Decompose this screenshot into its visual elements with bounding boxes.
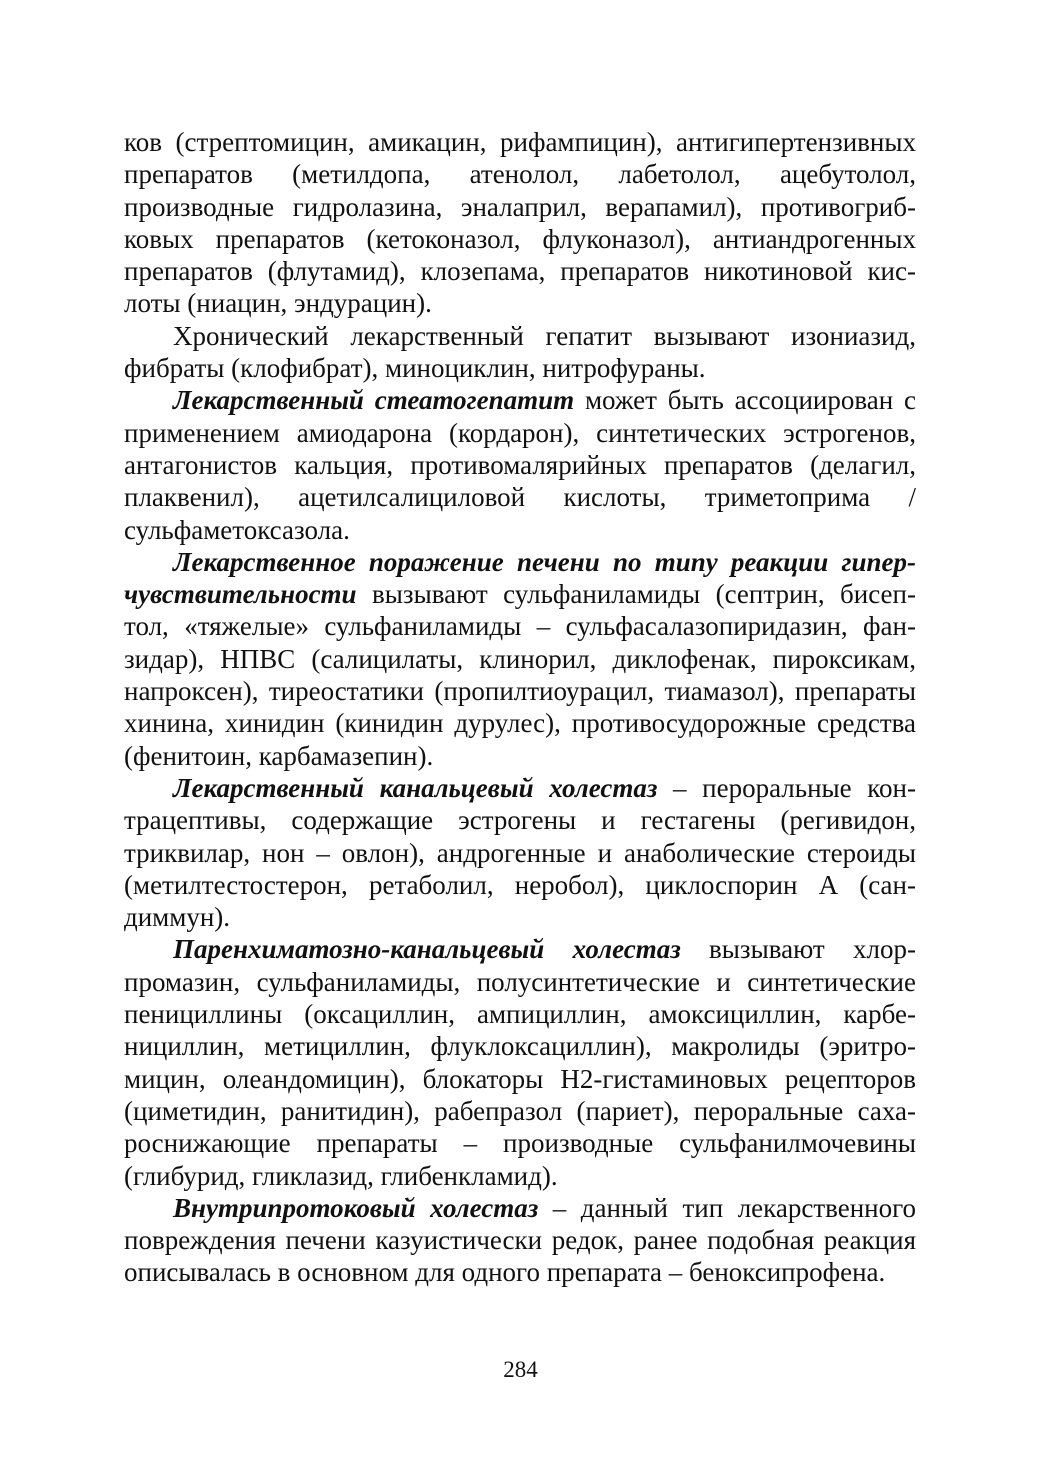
page-body — [124, 126, 916, 1289]
paragraph-text: ков (стрептомицин, амикацин, рифампицин), антигипертензивных препаратов (метилдопа, атенолол, лабетолол, ацебутолол, производные гидролазина, эналаприл, верапамил), противогрибковых препаратов (кетоконазол, флуконазол), антиандрогенных препаратов (флутамид), клозепама, препаратов никотиновой кислоты (ниацин, эндурацин). — [124, 127, 916, 319]
paragraph-intraductal-cholestasis — [124, 1192, 916, 1289]
paragraph-text: – данный тип лекарственного повреждения печени казуистически редок, ранее подобная реакция описывалась в основном для одного препарата – беноксипрофена. — [124, 1192, 916, 1288]
paragraph-parenchymal-cholestasis — [124, 933, 916, 1191]
term-heading: Паренхиматозно-канальцевый холестаз — [173, 934, 681, 965]
paragraph-text: может быть ассоциирован с применением амиодарона (кордарон), синтетических эстрогенов, антагонистов кальция, противомалярийных препаратов (делагил, плаквенил), ацетилсалициловой кислоты, триметоприма / сульфаметоксазола. — [124, 385, 916, 545]
paragraph-hypersensitivity — [124, 546, 916, 772]
paragraph-steatohepatitis — [124, 384, 916, 545]
paragraph-text: вызывают сульфаниламиды (септрин, бисептол, «тяжелые» сульфаниламиды – сульфасалазопиридазин, фанзидар), НПВС (салицилаты, клинорил, диклофенак, пироксикам, напроксен), тиреостатики (пропилтиоурацил, тиамазол), препараты хинина, хинидин (кинидин дурулес), противосудорожные средства (фенитоин, карбамазепин). — [124, 579, 916, 771]
paragraph-text: вызывают хлорпромазин, сульфаниламиды, полусинтетические и синтетические пенициллины (оксациллин, ампициллин, амоксициллин, карбенициллин, метициллин, флуклоксациллин), макролиды (эритромицин, олеандомицин), блокаторы Н2-гистаминовых рецепторов (циметидин, ранитидин), рабепразол (париет), пероральные сахароснижающие препараты – производные сульфанилмочевины (глибурид, гликлазид, глибенкламид). — [124, 934, 916, 1191]
paragraph-canalicular-cholestasis — [124, 772, 916, 933]
paragraph-text: Хронический лекарственный гепатит вызывают изониазид, фибраты (клофибрат), миноциклин, нитрофураны. — [124, 320, 916, 384]
paragraph-chronic-hepatitis — [124, 320, 916, 385]
term-heading: Внутрипротоковый холестаз — [173, 1192, 539, 1223]
term-heading: Лекарственный канальцевый холестаз — [173, 772, 658, 803]
page-number: 284 — [503, 1357, 538, 1382]
paragraph-continuation — [124, 126, 916, 320]
term-heading: Лекарственный стеатогепатит — [173, 385, 575, 416]
paragraph-text: – пероральные контрацептивы, содержащие эстрогены и гестагены (регивидон, триквилар, нон – овлон), андрогенные и анаболические стероиды (метилтестостерон, ретаболил, неробол), циклоспорин А (сандиммун). — [124, 772, 916, 933]
term-heading: Лекарственное поражение печени по типу реакции гиперчувствительности — [124, 546, 916, 610]
